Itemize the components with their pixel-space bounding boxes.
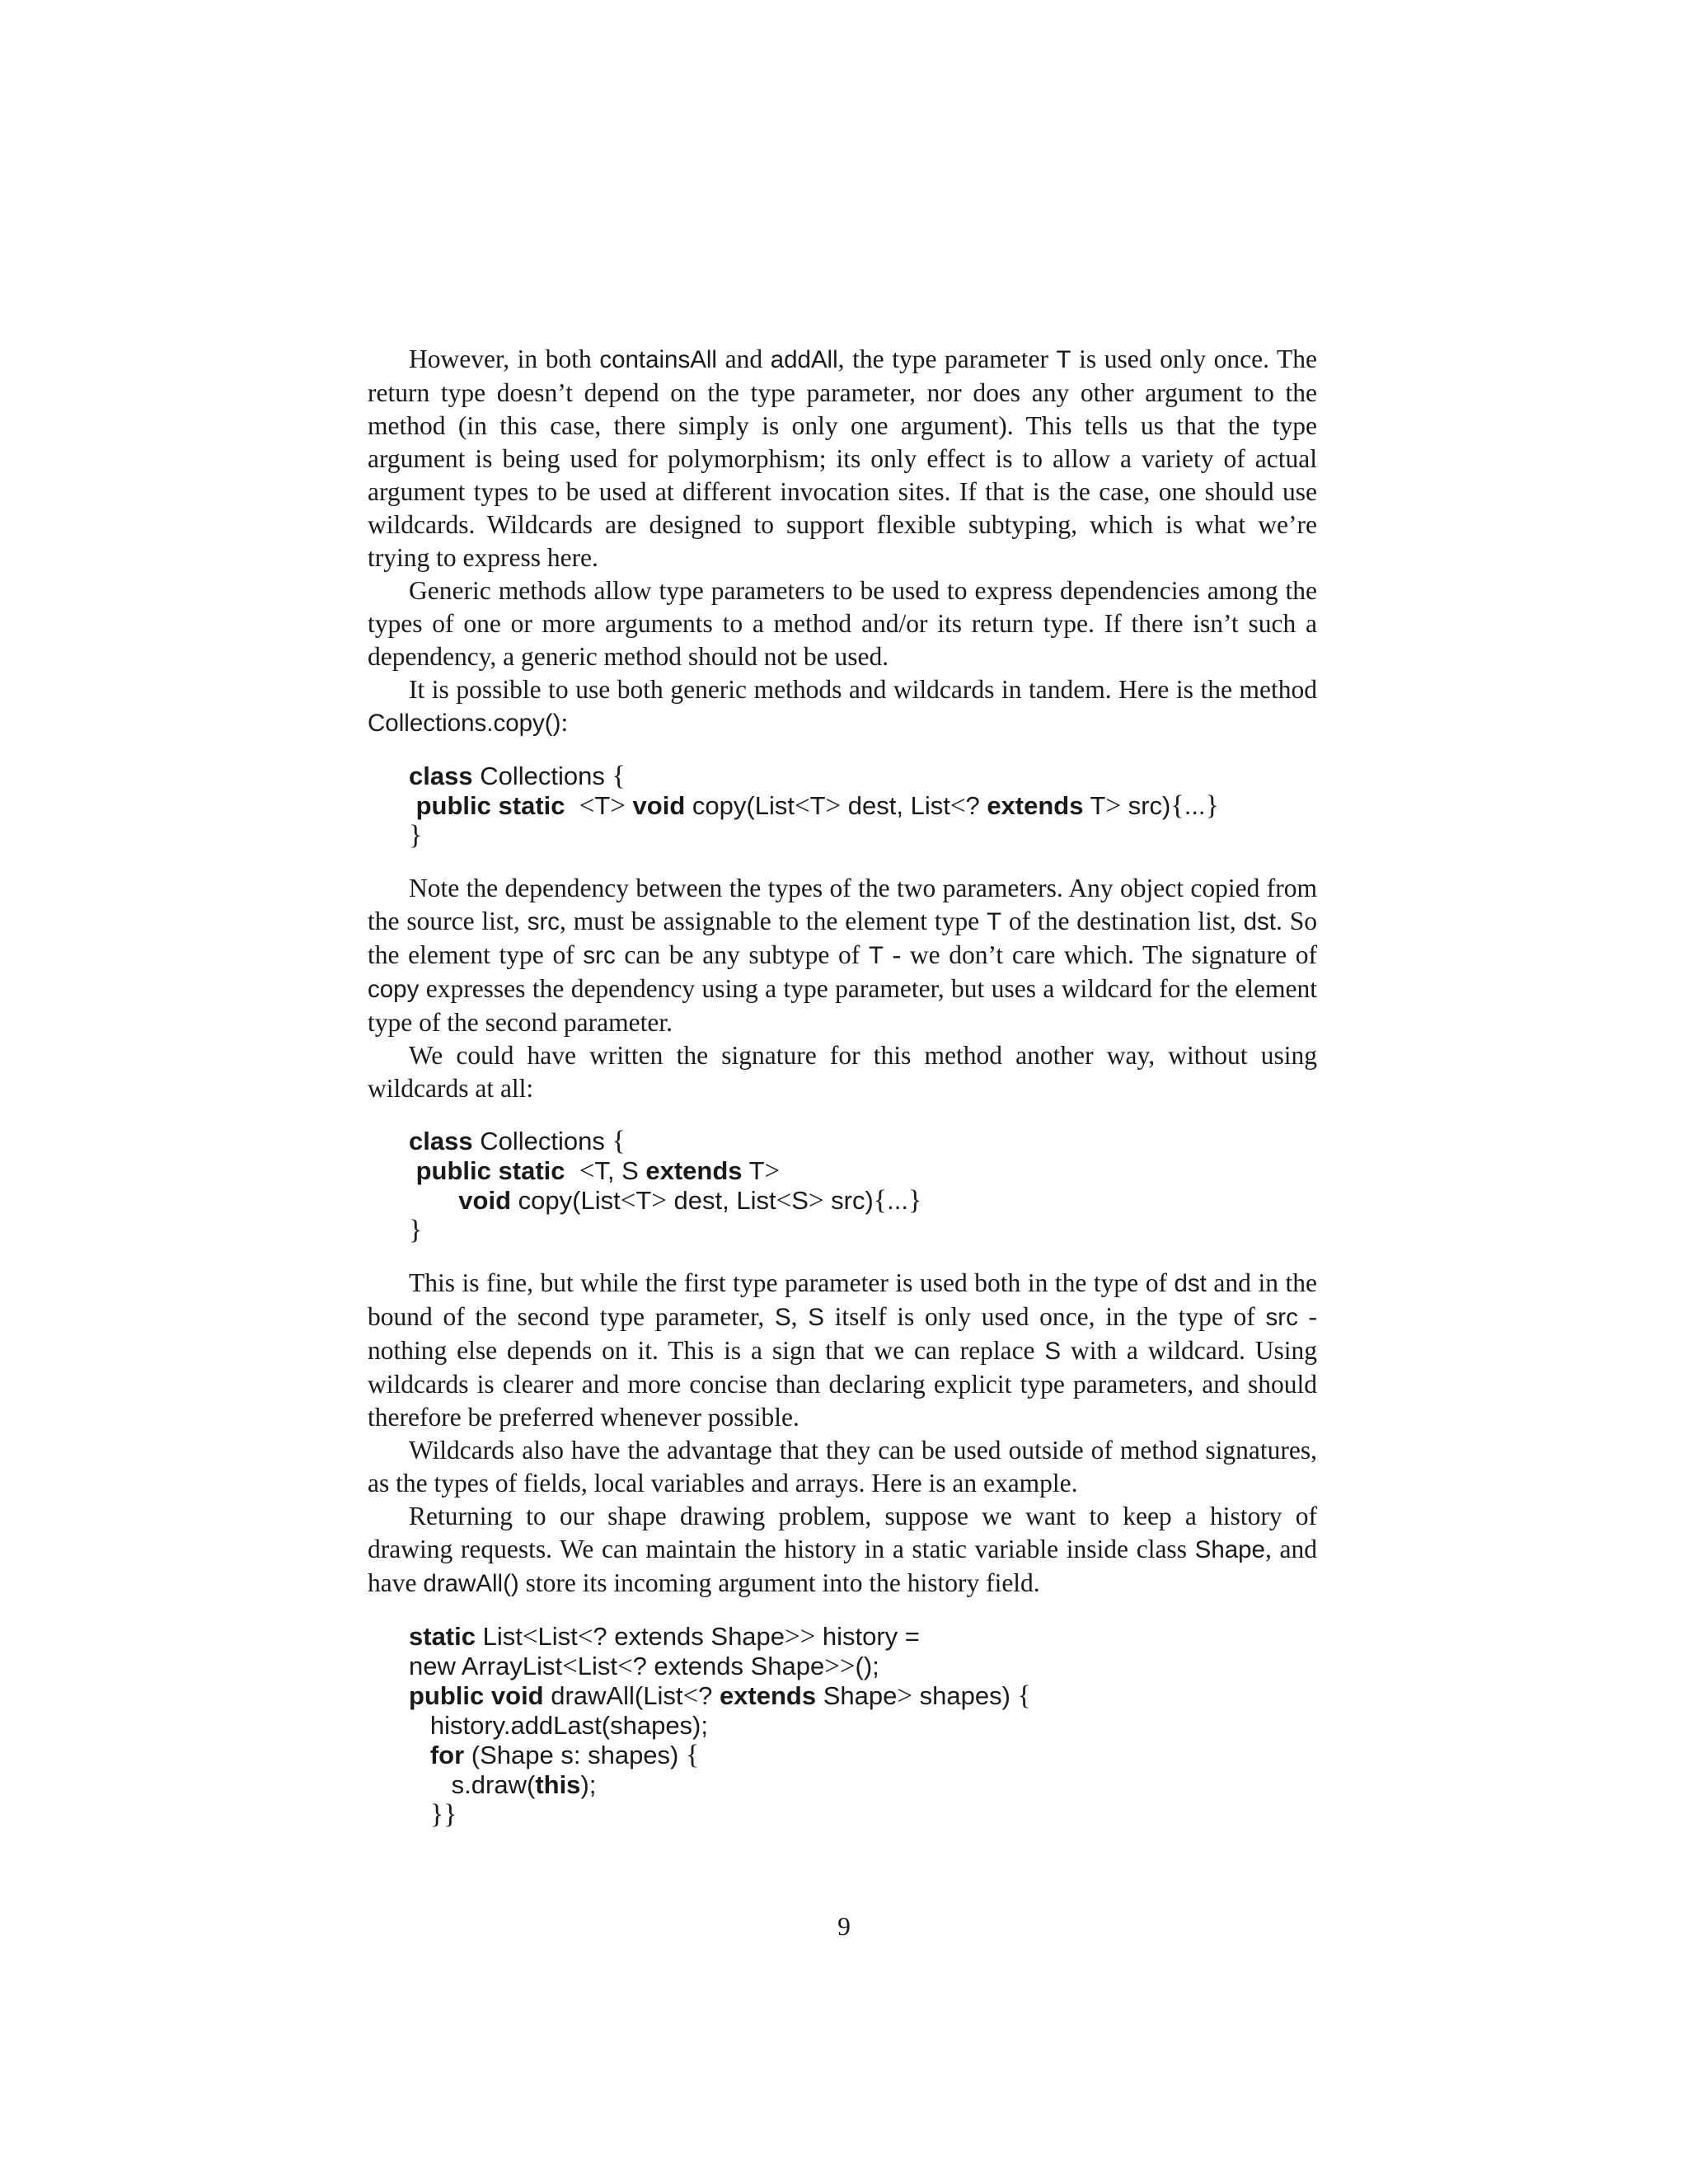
text-run: , the type parameter: [837, 344, 1057, 373]
code-keyword: void: [458, 1186, 512, 1215]
code-token: T: [809, 791, 826, 820]
code-token: {: [1017, 1680, 1031, 1711]
code-token: [409, 1186, 458, 1215]
code-keyword: for: [429, 1741, 465, 1769]
code-token: T: [1083, 791, 1106, 820]
body-paragraph: [368, 1039, 1317, 1105]
text-run: Note the dependency between the types of the two parameters. Any object copied from the source list,: [368, 874, 1317, 935]
code-keyword: extends: [987, 791, 1084, 820]
code-token: }: [409, 1215, 423, 1245]
page-number: 9: [837, 1912, 851, 1941]
code-token: new ArrayList: [409, 1652, 563, 1680]
code-line: [409, 1127, 1317, 1156]
code-token: T: [742, 1156, 765, 1185]
text-run: , and have: [368, 1535, 1317, 1597]
code-token: <: [776, 1186, 792, 1216]
code-token: [409, 1800, 430, 1829]
code-token: >: [897, 1681, 912, 1711]
inline-code: src: [583, 942, 616, 969]
code-token: >: [651, 1186, 667, 1216]
body-paragraph: [368, 343, 1317, 574]
code-line: [409, 1186, 1317, 1216]
inline-code: drawAll(): [423, 1570, 519, 1597]
body-paragraph: [368, 1267, 1317, 1434]
code-token: dest, List: [841, 791, 950, 820]
code-block: [409, 1127, 1317, 1245]
code-block: [409, 1622, 1317, 1830]
inline-code: T: [986, 908, 1001, 935]
inline-code: Shape: [1194, 1536, 1265, 1563]
code-token: >>: [785, 1622, 816, 1652]
inline-code: dst: [1174, 1270, 1207, 1297]
code-token: List: [475, 1622, 523, 1651]
code-token: <: [579, 791, 595, 821]
body-paragraph: [368, 574, 1317, 673]
code-keyword: extends: [719, 1681, 817, 1710]
code-token: s.draw(: [409, 1770, 536, 1799]
inline-code: dst: [1243, 908, 1276, 935]
inline-code: addAll: [770, 346, 838, 373]
code-token: copy(List: [511, 1186, 621, 1215]
code-line: [409, 1216, 1317, 1245]
code-keyword: static: [409, 1622, 476, 1651]
text-run: :: [560, 708, 569, 737]
code-line: [409, 1711, 1317, 1741]
code-token: Collections: [472, 762, 612, 790]
code-token: ?: [698, 1681, 720, 1710]
code-token: dest, List: [666, 1186, 776, 1215]
code-token: ...: [887, 1186, 908, 1215]
inline-code: T: [1056, 346, 1071, 373]
text-run: This is fine, but while the first type parameter is used both in the type of: [409, 1268, 1175, 1297]
code-token: >: [808, 1186, 824, 1216]
code-token: (Shape s: shapes): [464, 1741, 686, 1769]
code-token: Shape: [816, 1681, 898, 1710]
text-run: and in the bound of the second type parameter,: [368, 1268, 1317, 1331]
code-token: [409, 1156, 416, 1185]
code-keyword: class: [409, 1127, 473, 1155]
text-run: ,: [790, 1302, 809, 1331]
code-keyword: class: [409, 762, 473, 790]
code-token: <: [950, 791, 966, 821]
body-paragraph: [368, 1434, 1317, 1500]
code-token: <: [617, 1652, 633, 1681]
text-run: It is possible to use both generic methods and wildcards in tandem. Here is the method: [409, 675, 1317, 704]
page-body: [368, 343, 1317, 1851]
code-token: ?: [965, 791, 987, 820]
code-token: S: [791, 1186, 809, 1215]
inline-code: S: [808, 1304, 824, 1331]
code-token: List: [577, 1652, 617, 1680]
code-keyword: this: [535, 1770, 581, 1799]
inline-code: S: [774, 1304, 791, 1331]
code-keyword: public void: [409, 1681, 544, 1710]
code-token: shapes): [912, 1681, 1018, 1710]
code-token: [565, 791, 579, 820]
code-token: [565, 1156, 579, 1185]
text-run: Wildcards also have the advantage that they can be used outside of method signatures, as the types of fields, local variables and arrays. Here is an example.: [368, 1436, 1317, 1497]
code-token: }: [409, 820, 423, 851]
code-token: <: [579, 1156, 595, 1186]
code-token: <: [682, 1681, 699, 1711]
code-token: [626, 791, 633, 820]
code-line: [409, 821, 1317, 851]
code-line: [409, 1156, 1317, 1186]
code-keyword: void: [632, 791, 686, 820]
text-run: of the destination list,: [1001, 907, 1244, 935]
code-token: ? extends Shape: [593, 1622, 785, 1651]
body-paragraph: [368, 673, 1317, 740]
inline-code: containsAll: [599, 346, 717, 373]
text-run: itself is only used once, in the type of: [823, 1302, 1266, 1331]
text-run: expresses the dependency using a type parameter, but uses a wildcard for the element type of the second parameter.: [368, 974, 1317, 1037]
code-token: {: [612, 1126, 626, 1156]
code-token: history =: [815, 1622, 920, 1651]
text-run: - we don’t care which. The signature of: [884, 940, 1317, 969]
text-run: However, in both: [409, 344, 600, 373]
code-line: [409, 791, 1317, 821]
code-token: [409, 791, 416, 820]
code-token: ...: [1184, 791, 1206, 820]
text-run: . So the element type of: [368, 907, 1318, 969]
code-token: }: [1205, 790, 1219, 821]
code-token: T: [635, 1186, 652, 1215]
code-token: >: [1105, 791, 1122, 821]
code-token: >: [825, 791, 842, 821]
code-line: [409, 1770, 1317, 1800]
code-token: <: [577, 1622, 593, 1652]
text-run: is used only once. The return type doesn’t depend on the type parameter, nor does any other argument to the method (in this case, there simply is only one argument). This tells us that the type argument is being used for polymorphism; its only effect is to allow a variety of actual argument types to be used at different invocation sites. If that is the case, one should use wildcards. Wildcards are designed to support flexible subtyping, which is what we’re trying to express here.: [368, 344, 1317, 572]
text-run: - nothing else depends on it. This is a sign that we can replace: [368, 1302, 1318, 1365]
code-token: drawAll(List: [543, 1681, 683, 1710]
code-keyword: public static: [415, 791, 565, 820]
code-token: <: [620, 1186, 636, 1216]
body-paragraph: [368, 1500, 1317, 1601]
inline-code: S: [1044, 1338, 1062, 1365]
code-token: ? extends Shape: [632, 1652, 825, 1680]
code-token: T: [594, 791, 611, 820]
code-token: >>: [824, 1652, 856, 1681]
code-token: src): [1121, 791, 1171, 820]
code-token: history.addLast(shapes);: [409, 1711, 708, 1740]
text-run: Generic methods allow type parameters to be used to express dependencies among the types of one or more arguments to a method and/or its return type. If there isn’t such a dependency, a generic method should not be used.: [368, 576, 1317, 671]
code-token: {: [873, 1185, 888, 1216]
code-line: [409, 1652, 1317, 1681]
inline-code: T: [868, 942, 884, 969]
inline-code: Collections.copy(): [368, 710, 561, 737]
body-paragraph: [368, 872, 1317, 1039]
code-token: {: [686, 1740, 700, 1770]
code-token: copy(List: [685, 791, 795, 820]
code-token: T, S: [594, 1156, 646, 1185]
code-line: [409, 1622, 1317, 1652]
text-run: , must be assignable to the element type: [560, 907, 987, 935]
code-token: {: [612, 761, 626, 791]
inline-code: src: [527, 908, 560, 935]
code-block: [409, 762, 1317, 851]
code-token: >: [764, 1156, 781, 1186]
text-run: Returning to our shape drawing problem, suppose we want to keep a history of drawing requests. We can maintain the history in a static variable inside class: [368, 1502, 1317, 1563]
inline-code: copy: [368, 976, 420, 1003]
code-token: <: [794, 791, 810, 821]
code-token: <: [522, 1622, 538, 1652]
code-token: {: [1170, 790, 1184, 821]
text-run: can be any subtype of: [615, 940, 869, 969]
code-token: [409, 1741, 430, 1769]
inline-code: src: [1265, 1304, 1298, 1331]
text-run: with a wildcard. Using wildcards is clearer and more concise than declaring explicit type parameters, and should therefore be preferred whenever possible.: [368, 1336, 1317, 1432]
code-keyword: public static: [415, 1156, 565, 1185]
text-run: and: [717, 344, 771, 373]
code-line: [409, 1681, 1317, 1711]
code-line: [409, 1800, 1317, 1830]
code-token: List: [537, 1622, 578, 1651]
code-token: );: [580, 1770, 597, 1799]
code-line: [409, 1741, 1317, 1770]
code-token: Collections: [472, 1127, 612, 1155]
code-token: ();: [855, 1652, 879, 1680]
code-keyword: extends: [645, 1156, 743, 1185]
code-token: }: [907, 1185, 922, 1216]
code-token: >: [610, 791, 626, 821]
code-token: src): [823, 1186, 874, 1215]
code-token: }}: [429, 1799, 457, 1830]
code-token: <: [562, 1652, 578, 1681]
text-run: store its incoming argument into the history field.: [518, 1568, 1040, 1597]
text-run: We could have written the signature for this method another way, without using wildcards at all:: [368, 1041, 1317, 1103]
code-line: [409, 762, 1317, 791]
